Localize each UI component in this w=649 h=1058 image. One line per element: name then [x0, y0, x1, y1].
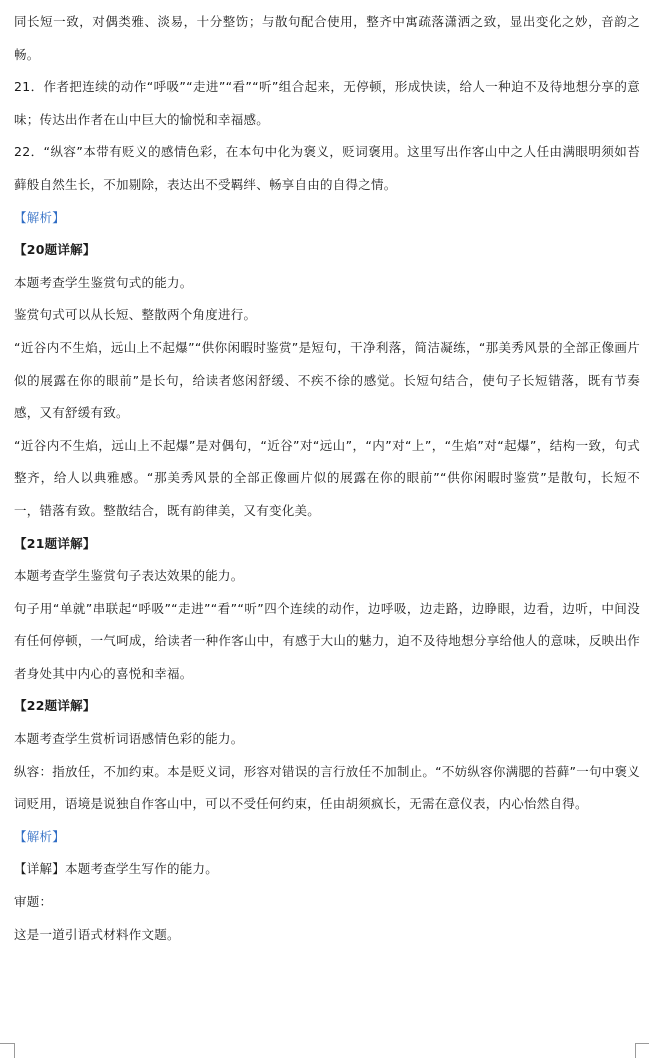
q20-detail-heading: 【20题详解】: [14, 242, 96, 258]
analysis-heading-2: 【解析】: [14, 828, 66, 844]
analysis-heading: 【解析】: [14, 209, 66, 225]
q22-detail-body: 纵容：指放任，不加约束。本是贬义词，形容对错误的言行放任不加制止。“不妨纵容你满腮的苔藓”一句中褒义词贬用，语境是说独自作客山中，可以不受任何约束，任由胡须疯长，无需在意仪表，内心怡然自得。: [14, 763, 640, 812]
q20-detail-method: 鉴赏句式可以从长短、整散两个角度进行。: [14, 307, 257, 323]
document-body: [14, 6, 640, 951]
q21-detail-intro: 本题考查学生鉴赏句子表达效果的能力。: [14, 568, 244, 584]
q20-detail-intro: 本题考查学生鉴赏句式的能力。: [14, 274, 193, 290]
review-body: 这是一道引语式材料作文题。: [14, 926, 180, 942]
q22-detail-heading: 【22题详解】: [14, 698, 96, 714]
page-corner-mark-left: [0, 1043, 15, 1058]
q22-detail-intro: 本题考查学生赏析词语感情色彩的能力。: [14, 731, 244, 747]
q21-detail-body: 句子用“单就”串联起“呼吸”“走进”“看”“听”四个连续的动作，边呼吸，边走路，边睁眼，边看，边听，中间没有任何停顿，一气呵成，给读者一种作客山中，有感于大山的魅力，迫不及待地想分享给他人的意味，反映出作者身处其中内心的喜悦和幸福。: [14, 600, 640, 681]
q21-detail-heading: 【21题详解】: [14, 535, 96, 551]
review-label: 审题：: [14, 894, 53, 910]
q20-detail-parallel: “近谷内不生焰，远山上不起爆”是对偶句，“近谷”对“远山”，“内”对“上”，“生焰”对“起爆”，结构一致，句式整齐，给人以典雅感。“那美秀风景的全部正像画片似的展露在你的眼前”“供你闲暇时鉴赏”是散句，长短不一，错落有致。整散结合，既有韵律美，又有变化美。: [14, 437, 640, 518]
page-corner-mark-right: [635, 1043, 649, 1058]
q20-detail-long-short: “近谷内不生焰，远山上不起爆”“供你闲暇时鉴赏”是短句，干净利落，简洁凝练，“那美秀风景的全部正像画片似的展露在你的眼前”是长句，给读者悠闲舒缓、不疾不徐的感觉。长短句结合，使句子长短错落，既有节奏感，又有舒缓有致。: [14, 339, 640, 421]
answer-20-continuation: 同长短一致，对偶类雅、淡易，十分整饬；与散句配合使用，整齐中寓疏落潇洒之致，显出变化之妙，音韵之畅。: [14, 14, 640, 62]
answer-21: 21．作者把连续的动作“呼吸”“走进”“看”“听”组合起来，无停顿，形成快读，给人一种迫不及待地想分享的意味；传达出作者在山中巨大的愉悦和幸福感。: [14, 79, 640, 127]
answer-22: 22．“纵容”本带有贬义的感情色彩，在本句中化为褒义，贬词褒用。这里写出作客山中之人任由满眼明须如苔藓般自然生长，不加剔除，表达出不受羁绊、畅享自由的自得之情。: [14, 144, 640, 192]
writing-detail: 【详解】本题考查学生写作的能力。: [14, 861, 219, 877]
